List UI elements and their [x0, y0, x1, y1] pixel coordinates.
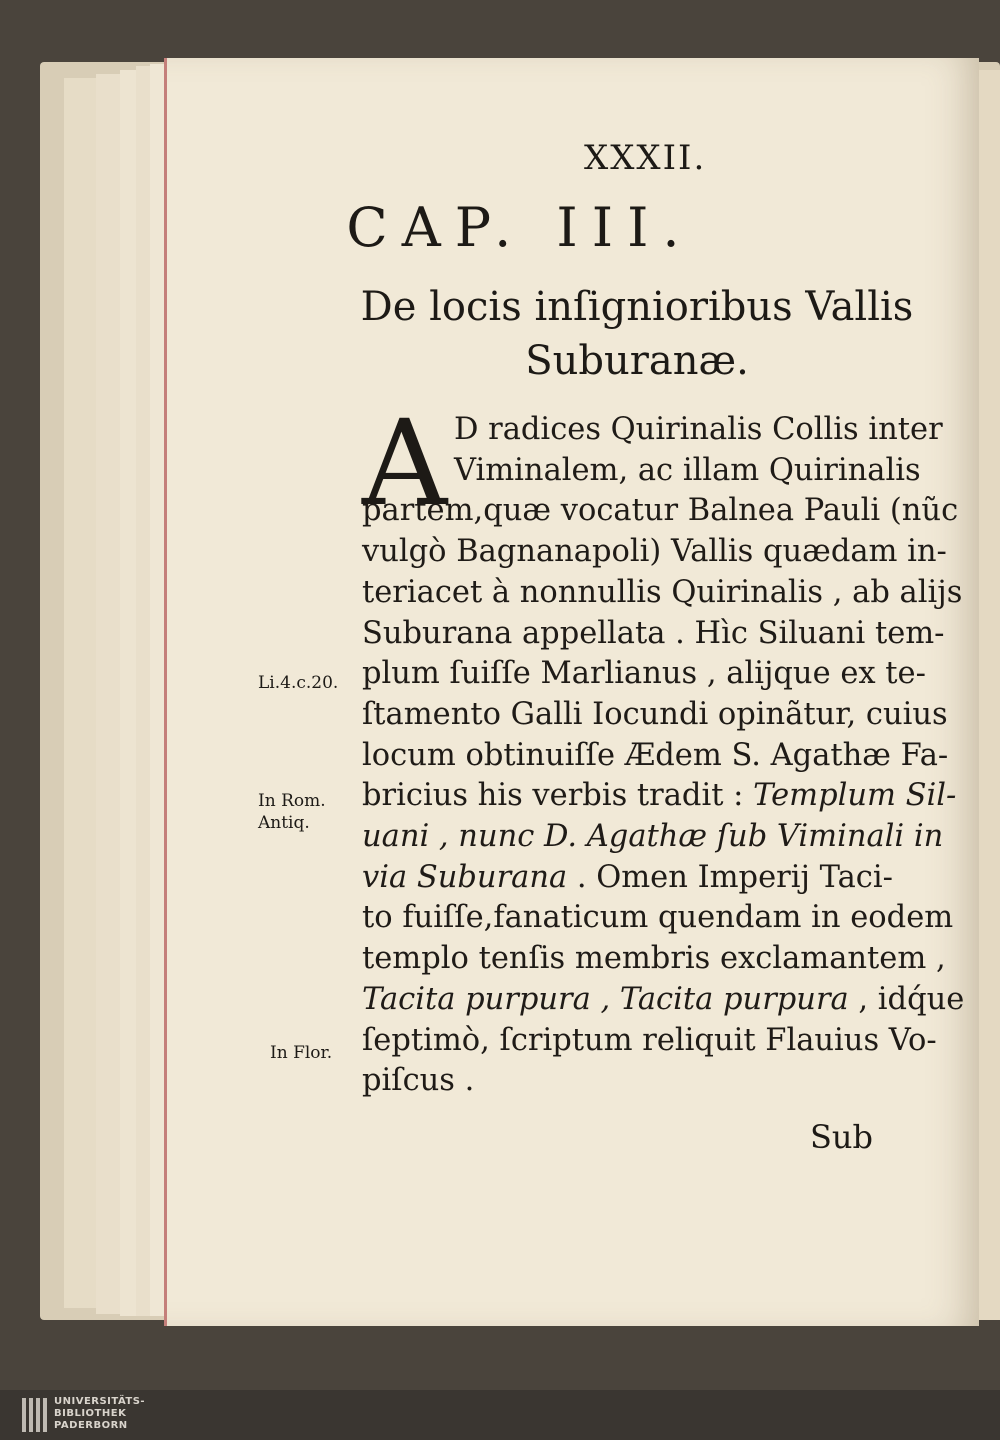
- footer-bar: [0, 1390, 1000, 1440]
- text-line: [362, 858, 922, 899]
- chapter-title: [352, 280, 922, 388]
- marginal-note: Antiq.: [258, 813, 310, 833]
- logo-line: UNIVERSITÄTS-: [54, 1396, 146, 1407]
- page-folio: XXXII.: [584, 138, 707, 178]
- text-line: plum ſuiſſe Marlianus , alijque ex te-: [362, 656, 926, 692]
- text-line: D radices Quirinalis Collis inter: [454, 412, 943, 447]
- body-text: [362, 394, 965, 1102]
- chapter-title-line: Suburanæ.: [525, 338, 749, 384]
- text-line: teriacet à nonnullis Quirinalis , ab alijs: [362, 574, 963, 610]
- chapter-title-line: De locis inſignioribus Vallis: [360, 284, 914, 330]
- library-logo-text: [54, 1396, 145, 1432]
- catchword: Sub: [810, 1118, 874, 1156]
- text-run: bricius his verbis tradit :: [362, 778, 754, 814]
- marginal-note: In Flor.: [270, 1043, 333, 1063]
- logo-line: BIBLIOTHEK: [54, 1408, 127, 1419]
- italic-run: Templum Sil-: [753, 778, 957, 814]
- text-run: . Omen Imperij Taci-: [567, 859, 893, 895]
- text-line: vulgò Bagnanapoli) Vallis quædam in-: [362, 534, 947, 570]
- text-line: [362, 776, 957, 817]
- text-line: partem,quæ vocatur Balnea Pauli (nũc: [362, 493, 959, 529]
- italic-run: via Suburana: [362, 859, 568, 895]
- text-line: [362, 980, 965, 1021]
- text-line: piſcus .: [362, 1063, 475, 1099]
- logo-line: PADERBORN: [54, 1420, 128, 1431]
- text-line: Suburana appellata . Hìc Siluani tem-: [362, 615, 945, 651]
- drop-cap: A: [362, 394, 448, 532]
- library-logo-icon: [22, 1398, 48, 1432]
- text-line: ſtamento Galli Iocundi opinãtur, cuius: [362, 696, 948, 732]
- text-run: , idq́ue: [848, 981, 965, 1017]
- text-line: Viminalem, ac illam Quirinalis: [454, 452, 921, 488]
- marginal-note: In Rom.: [258, 791, 326, 811]
- text-line: templo tenſis membris exclamantem ,: [362, 941, 946, 977]
- marginal-note: Li.4.c.20.: [258, 673, 339, 693]
- text-line: uani , nunc D. Agathæ ſub Viminali in: [362, 819, 944, 855]
- italic-run: Tacita purpura , Tacita purpura: [362, 981, 849, 1017]
- text-line: locum obtinuiſſe Ædem S. Agathæ Fa-: [362, 737, 949, 773]
- chapter-heading: CAP. III.: [346, 196, 694, 259]
- text-line: ſeptimò, ſcriptum reliquit Flauius Vo-: [362, 1022, 937, 1058]
- text-line: to fuiſſe,fanaticum quendam in eodem: [362, 900, 954, 936]
